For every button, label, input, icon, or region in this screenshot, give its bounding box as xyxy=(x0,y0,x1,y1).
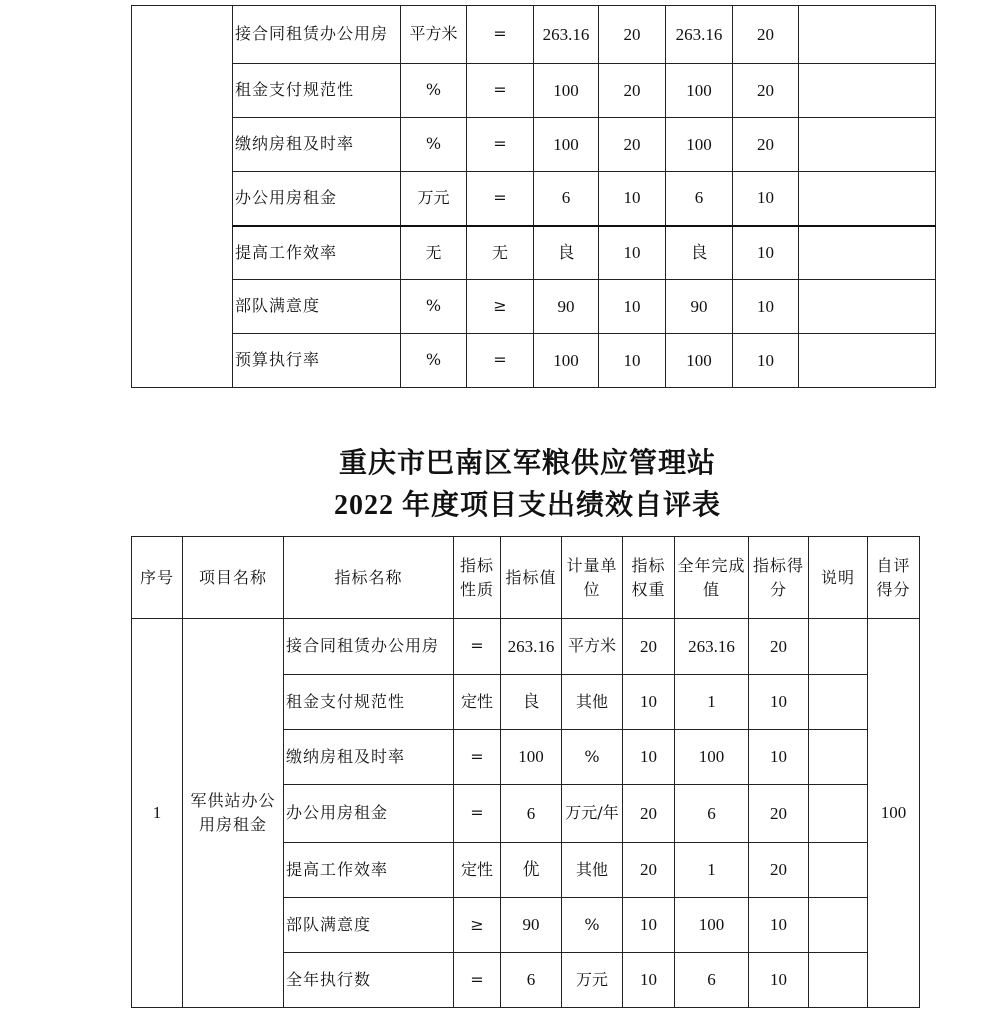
indicator-name: 提高工作效率 xyxy=(284,843,454,898)
unit-cell: 万元/年 xyxy=(562,785,623,843)
score-cell: 20 xyxy=(733,118,799,172)
unit-cell: % xyxy=(401,334,467,388)
blank-cell xyxy=(132,6,233,388)
operator-cell: ≥ xyxy=(467,280,534,334)
note-cell xyxy=(809,785,868,843)
indicator-name: 办公用房租金 xyxy=(284,785,454,843)
note-cell xyxy=(799,64,936,118)
unit-cell: % xyxy=(401,64,467,118)
table-row xyxy=(132,64,936,118)
header-weight: 指标权重 xyxy=(623,537,675,619)
indicator-name: 接合同租赁办公用房 xyxy=(233,6,401,64)
actual-cell: 100 xyxy=(666,334,733,388)
operator-cell: = xyxy=(467,118,534,172)
value-cell: 90 xyxy=(501,898,562,953)
note-cell xyxy=(809,730,868,785)
note-cell xyxy=(809,843,868,898)
score-cell: 20 xyxy=(749,785,809,843)
table-header-row xyxy=(132,537,920,619)
unit-cell: % xyxy=(401,280,467,334)
table-row xyxy=(132,619,920,675)
value-cell: 良 xyxy=(501,675,562,730)
header-indicator: 指标名称 xyxy=(284,537,454,619)
indicator-name: 部队满意度 xyxy=(233,280,401,334)
weight-cell: 20 xyxy=(599,6,666,64)
note-cell xyxy=(809,675,868,730)
nature-cell: 定性 xyxy=(454,675,501,730)
table-continuation xyxy=(131,5,936,388)
header-self-score: 自评得分 xyxy=(868,537,920,619)
target-cell: 良 xyxy=(534,226,599,280)
nature-cell: = xyxy=(454,730,501,785)
title-report: 2022 年度项目支出绩效自评表 xyxy=(333,490,721,521)
score-cell: 10 xyxy=(733,280,799,334)
weight-cell: 20 xyxy=(623,843,675,898)
actual-cell: 1 xyxy=(675,675,749,730)
indicator-name: 办公用房租金 xyxy=(233,172,401,226)
unit-cell: 其他 xyxy=(562,675,623,730)
target-cell: 100 xyxy=(534,334,599,388)
indicator-name: 租金支付规范性 xyxy=(233,64,401,118)
unit-cell: 无 xyxy=(401,226,467,280)
nature-cell: ≥ xyxy=(454,898,501,953)
note-cell xyxy=(799,226,936,280)
value-cell: 6 xyxy=(501,953,562,1008)
header-project: 项目名称 xyxy=(183,537,284,619)
nature-cell: 定性 xyxy=(454,843,501,898)
note-cell xyxy=(799,172,936,226)
weight-cell: 10 xyxy=(599,334,666,388)
score-cell: 20 xyxy=(733,64,799,118)
note-cell xyxy=(799,280,936,334)
indicator-name: 接合同租赁办公用房 xyxy=(284,619,454,675)
indicator-name: 预算执行率 xyxy=(233,334,401,388)
header-score: 指标得分 xyxy=(749,537,809,619)
table-row xyxy=(132,118,936,172)
weight-cell: 20 xyxy=(623,785,675,843)
actual-cell: 6 xyxy=(675,785,749,843)
note-cell xyxy=(799,118,936,172)
page-title xyxy=(0,443,1000,527)
actual-cell: 100 xyxy=(675,730,749,785)
indicator-name: 部队满意度 xyxy=(284,898,454,953)
weight-cell: 10 xyxy=(623,953,675,1008)
indicator-name: 全年执行数 xyxy=(284,953,454,1008)
self-score-cell: 100 xyxy=(868,619,920,1008)
nature-cell: = xyxy=(454,785,501,843)
score-cell: 20 xyxy=(749,619,809,675)
score-cell: 10 xyxy=(749,730,809,785)
self-evaluation-table xyxy=(131,536,920,1008)
unit-cell: % xyxy=(401,118,467,172)
table-row xyxy=(132,172,936,226)
value-cell: 100 xyxy=(501,730,562,785)
project-name-cell: 军供站办公用房租金 xyxy=(183,619,284,1008)
title-org: 重庆市巴南区军粮供应管理站 xyxy=(338,448,716,479)
operator-cell: = xyxy=(467,64,534,118)
note-cell xyxy=(809,619,868,675)
actual-cell: 100 xyxy=(675,898,749,953)
target-cell: 6 xyxy=(534,172,599,226)
score-cell: 10 xyxy=(733,334,799,388)
actual-cell: 6 xyxy=(666,172,733,226)
note-cell xyxy=(809,953,868,1008)
indicator-name: 缴纳房租及时率 xyxy=(284,730,454,785)
operator-cell: = xyxy=(467,6,534,64)
weight-cell: 20 xyxy=(599,118,666,172)
score-cell: 20 xyxy=(733,6,799,64)
indicator-name: 提高工作效率 xyxy=(233,226,401,280)
actual-cell: 6 xyxy=(675,953,749,1008)
score-cell: 10 xyxy=(749,898,809,953)
nature-cell: = xyxy=(454,619,501,675)
score-cell: 10 xyxy=(733,172,799,226)
score-cell: 10 xyxy=(749,675,809,730)
operator-cell: = xyxy=(467,172,534,226)
table-row xyxy=(132,334,936,388)
weight-cell: 10 xyxy=(599,226,666,280)
header-actual: 全年完成值 xyxy=(675,537,749,619)
unit-cell: % xyxy=(562,898,623,953)
actual-cell: 263.16 xyxy=(666,6,733,64)
value-cell: 6 xyxy=(501,785,562,843)
weight-cell: 10 xyxy=(599,172,666,226)
note-cell xyxy=(799,6,936,64)
nature-cell: = xyxy=(454,953,501,1008)
unit-cell: 平方米 xyxy=(401,6,467,64)
weight-cell: 20 xyxy=(599,64,666,118)
value-cell: 263.16 xyxy=(501,619,562,675)
table-row xyxy=(132,226,936,280)
actual-cell: 90 xyxy=(666,280,733,334)
header-note: 说明 xyxy=(809,537,868,619)
weight-cell: 20 xyxy=(623,619,675,675)
seq-cell: 1 xyxy=(132,619,183,1008)
target-cell: 90 xyxy=(534,280,599,334)
weight-cell: 10 xyxy=(623,898,675,953)
header-value: 指标值 xyxy=(501,537,562,619)
target-cell: 263.16 xyxy=(534,6,599,64)
target-cell: 100 xyxy=(534,64,599,118)
operator-cell: 无 xyxy=(467,226,534,280)
header-seq: 序号 xyxy=(132,537,183,619)
unit-cell: % xyxy=(562,730,623,785)
unit-cell: 万元 xyxy=(562,953,623,1008)
score-cell: 10 xyxy=(733,226,799,280)
score-cell: 20 xyxy=(749,843,809,898)
actual-cell: 100 xyxy=(666,118,733,172)
operator-cell: = xyxy=(467,334,534,388)
score-cell: 10 xyxy=(749,953,809,1008)
table-row xyxy=(132,280,936,334)
weight-cell: 10 xyxy=(599,280,666,334)
actual-cell: 1 xyxy=(675,843,749,898)
table-row xyxy=(132,6,936,64)
weight-cell: 10 xyxy=(623,730,675,785)
unit-cell: 平方米 xyxy=(562,619,623,675)
indicator-name: 缴纳房租及时率 xyxy=(233,118,401,172)
actual-cell: 良 xyxy=(666,226,733,280)
weight-cell: 10 xyxy=(623,675,675,730)
unit-cell: 其他 xyxy=(562,843,623,898)
actual-cell: 100 xyxy=(666,64,733,118)
actual-cell: 263.16 xyxy=(675,619,749,675)
target-cell: 100 xyxy=(534,118,599,172)
unit-cell: 万元 xyxy=(401,172,467,226)
header-nature: 指标性质 xyxy=(454,537,501,619)
header-unit: 计量单位 xyxy=(562,537,623,619)
note-cell xyxy=(799,334,936,388)
note-cell xyxy=(809,898,868,953)
value-cell: 优 xyxy=(501,843,562,898)
indicator-name: 租金支付规范性 xyxy=(284,675,454,730)
